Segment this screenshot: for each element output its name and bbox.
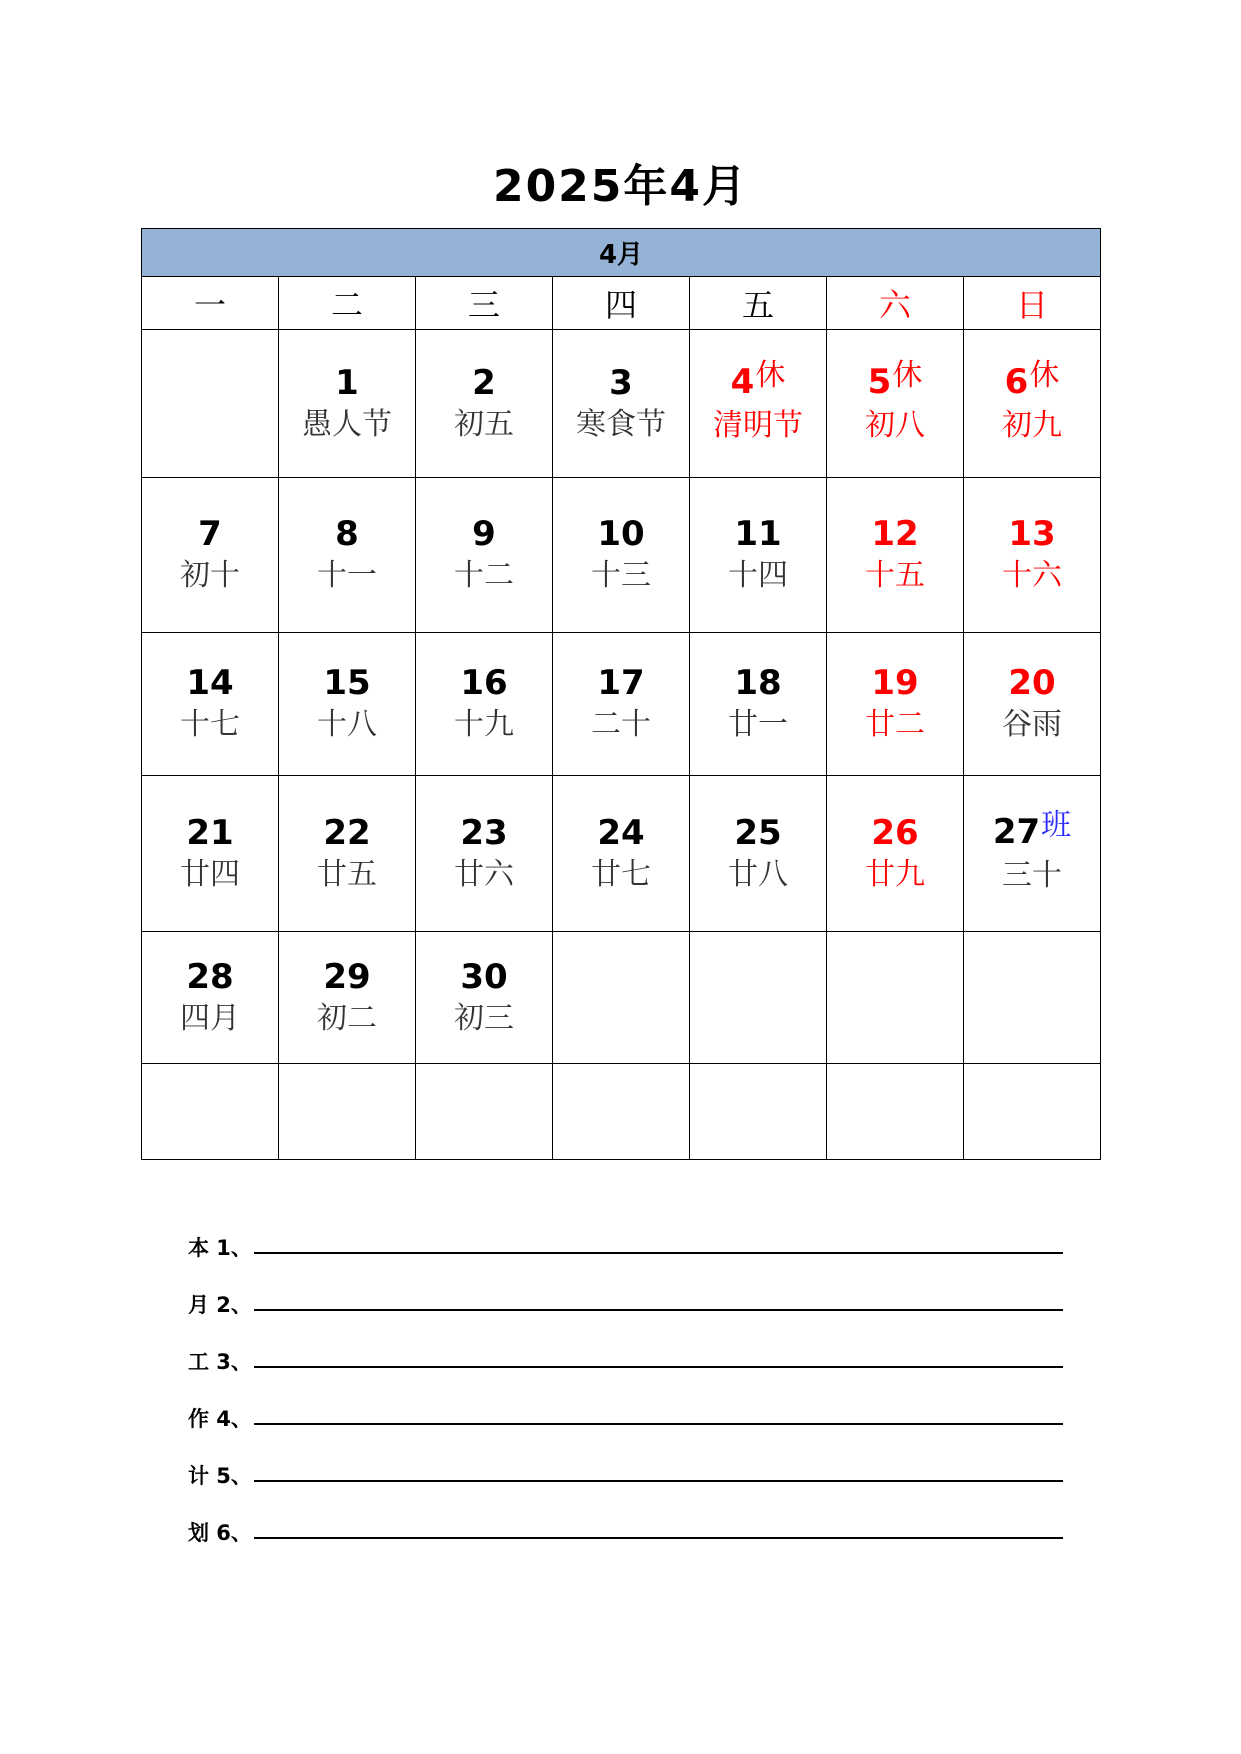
empty-day-cell <box>964 932 1101 1064</box>
day-number-text: 26 <box>871 812 919 853</box>
lunar-label: 四月 <box>180 1000 240 1036</box>
weekday-header: 日 <box>964 277 1101 330</box>
lunar-label: 十二 <box>454 558 514 593</box>
day-cell <box>553 330 690 478</box>
note-line <box>188 1376 1063 1433</box>
work-plan-notes <box>188 1205 1063 1547</box>
day-number <box>827 514 963 554</box>
holiday-badge: 休 <box>755 357 786 393</box>
weekday-header: 三 <box>416 277 553 330</box>
weekday-header: 一 <box>142 277 279 330</box>
lunar-label: 初十 <box>180 558 240 593</box>
day-cell <box>416 330 553 478</box>
day-number-text: 10 <box>597 514 645 554</box>
day-number <box>142 957 278 997</box>
day-number-text: 5 <box>867 361 892 402</box>
day-number-text: 14 <box>186 663 234 703</box>
day-number <box>279 363 415 403</box>
weekday-header: 五 <box>690 277 827 330</box>
holiday-badge: 休 <box>892 357 923 393</box>
lunar-label: 十五 <box>865 558 925 593</box>
empty-day-cell <box>690 932 827 1064</box>
lunar-label: 廿四 <box>180 856 240 892</box>
lunar-label: 十七 <box>180 707 240 742</box>
day-number-text: 22 <box>323 812 371 853</box>
day-number <box>279 957 415 997</box>
day-number-text: 2 <box>472 362 496 403</box>
day-cell <box>142 776 279 932</box>
day-number <box>964 807 1100 854</box>
weekday-header: 六 <box>827 277 964 330</box>
day-number-text: 15 <box>323 663 371 703</box>
day-number-text: 17 <box>597 663 645 703</box>
day-number-text: 12 <box>871 514 919 554</box>
day-number-text: 3 <box>609 362 633 403</box>
day-number <box>553 813 689 853</box>
day-cell <box>142 932 279 1064</box>
day-cell <box>690 776 827 932</box>
day-cell <box>279 633 416 776</box>
weekday-header: 四 <box>553 277 690 330</box>
day-number-text: 16 <box>460 663 508 703</box>
day-number-text: 13 <box>1008 514 1056 554</box>
note-label: 作 4、 <box>188 1407 252 1431</box>
day-cell <box>964 776 1101 932</box>
week-row <box>142 633 1101 776</box>
day-number <box>827 663 963 703</box>
day-number <box>416 813 552 853</box>
week-row <box>142 478 1101 633</box>
day-number <box>827 357 963 404</box>
lunar-label: 廿九 <box>865 856 925 892</box>
underline-field[interactable] <box>254 1422 1063 1425</box>
day-number-text: 23 <box>460 812 508 853</box>
lunar-label: 清明节 <box>713 407 803 443</box>
calendar-body <box>142 330 1101 1160</box>
lunar-label: 愚人节 <box>302 406 392 442</box>
underline-field[interactable] <box>254 1251 1063 1254</box>
lunar-label: 初五 <box>454 406 514 442</box>
day-number-text: 20 <box>1008 663 1056 703</box>
day-cell <box>553 633 690 776</box>
day-number-text: 11 <box>734 514 782 554</box>
lunar-label: 二十 <box>591 707 651 742</box>
lunar-label: 十六 <box>1002 558 1063 593</box>
lunar-label: 廿五 <box>317 856 377 892</box>
week-row <box>142 776 1101 932</box>
day-number-text: 30 <box>460 956 508 997</box>
day-number <box>964 663 1100 703</box>
note-label: 划 6、 <box>188 1521 252 1545</box>
day-cell <box>964 478 1101 633</box>
day-cell <box>416 633 553 776</box>
empty-day-cell <box>142 330 279 478</box>
day-number-text: 29 <box>323 956 371 997</box>
day-number <box>553 514 689 554</box>
day-cell <box>142 633 279 776</box>
day-number-text: 9 <box>472 514 496 554</box>
day-cell <box>416 932 553 1064</box>
empty-day-cell <box>553 932 690 1064</box>
holiday-badge: 休 <box>1029 357 1060 393</box>
lunar-label: 十四 <box>728 558 788 593</box>
underline-field[interactable] <box>254 1536 1063 1539</box>
lunar-label: 寒食节 <box>576 406 666 442</box>
day-cell <box>416 776 553 932</box>
day-cell <box>142 478 279 633</box>
day-cell <box>279 776 416 932</box>
day-number-text: 1 <box>335 362 359 403</box>
underline-field[interactable] <box>254 1479 1063 1482</box>
week-row <box>142 1064 1101 1160</box>
day-cell <box>827 633 964 776</box>
lunar-label: 廿一 <box>728 707 788 742</box>
day-cell <box>964 330 1101 478</box>
day-number-text: 7 <box>198 514 222 554</box>
lunar-label: 初九 <box>1002 407 1063 443</box>
lunar-label: 三十 <box>1002 857 1063 893</box>
day-cell <box>827 478 964 633</box>
underline-field[interactable] <box>254 1365 1063 1368</box>
note-label: 计 5、 <box>188 1464 252 1488</box>
day-cell <box>827 330 964 478</box>
day-number <box>964 514 1100 554</box>
day-number-text: 8 <box>335 514 359 554</box>
day-number <box>279 514 415 554</box>
day-number-text: 24 <box>597 812 645 853</box>
day-number <box>416 663 552 703</box>
day-number <box>142 514 278 554</box>
empty-day-cell <box>279 1064 416 1160</box>
workday-badge: 班 <box>1041 807 1072 843</box>
page-title: 2025年4月 <box>492 161 749 212</box>
day-number <box>142 813 278 853</box>
day-cell <box>553 478 690 633</box>
month-header: 4月 <box>142 229 1101 277</box>
day-number-text: 18 <box>734 663 782 703</box>
day-number <box>416 514 552 554</box>
weekday-header: 二 <box>279 277 416 330</box>
lunar-label: 初二 <box>317 1000 377 1036</box>
day-number-text: 6 <box>1004 361 1029 402</box>
day-number <box>964 357 1100 404</box>
lunar-label: 廿六 <box>454 856 514 892</box>
empty-day-cell <box>690 1064 827 1160</box>
note-label: 本 1、 <box>188 1236 252 1260</box>
day-cell <box>279 478 416 633</box>
day-cell <box>279 932 416 1064</box>
day-number <box>279 663 415 703</box>
week-row <box>142 330 1101 478</box>
lunar-label: 十九 <box>454 707 514 742</box>
day-number-text: 25 <box>734 812 782 853</box>
day-number <box>690 514 826 554</box>
empty-day-cell <box>827 1064 964 1160</box>
note-label: 月 2、 <box>188 1293 252 1317</box>
day-cell <box>690 633 827 776</box>
day-cell <box>279 330 416 478</box>
day-cell <box>690 478 827 633</box>
day-number-text: 28 <box>186 956 234 997</box>
day-cell <box>827 776 964 932</box>
day-number <box>690 813 826 853</box>
day-cell <box>553 776 690 932</box>
day-number-text: 19 <box>871 663 919 703</box>
day-cell <box>416 478 553 633</box>
lunar-label: 初三 <box>454 1000 514 1036</box>
lunar-label: 初八 <box>865 407 925 443</box>
lunar-label: 谷雨 <box>1002 707 1063 742</box>
empty-day-cell <box>416 1064 553 1160</box>
week-row <box>142 932 1101 1064</box>
day-number <box>416 363 552 403</box>
day-number-text: 27 <box>992 811 1041 852</box>
day-number <box>690 357 826 404</box>
empty-day-cell <box>827 932 964 1064</box>
day-number <box>690 663 826 703</box>
empty-day-cell <box>553 1064 690 1160</box>
note-label: 工 3、 <box>188 1350 252 1374</box>
calendar-table <box>141 228 1101 1160</box>
note-line <box>188 1319 1063 1376</box>
day-number <box>553 363 689 403</box>
day-number <box>142 663 278 703</box>
note-line <box>188 1262 1063 1319</box>
day-cell <box>690 330 827 478</box>
empty-day-cell <box>964 1064 1101 1160</box>
day-number-text: 4 <box>730 361 755 402</box>
day-number-text: 21 <box>186 812 234 853</box>
note-line <box>188 1205 1063 1262</box>
weekday-row <box>142 277 1101 330</box>
lunar-label: 十三 <box>591 558 651 593</box>
note-line <box>188 1433 1063 1490</box>
underline-field[interactable] <box>254 1308 1063 1311</box>
day-number <box>279 813 415 853</box>
empty-day-cell <box>142 1064 279 1160</box>
lunar-label: 十一 <box>317 558 377 593</box>
lunar-label: 廿二 <box>865 707 925 742</box>
lunar-label: 廿八 <box>728 856 788 892</box>
day-number <box>827 813 963 853</box>
day-number <box>416 957 552 997</box>
note-line <box>188 1490 1063 1547</box>
lunar-label: 廿七 <box>591 856 651 892</box>
day-number <box>553 663 689 703</box>
day-cell <box>964 633 1101 776</box>
lunar-label: 十八 <box>317 707 377 742</box>
